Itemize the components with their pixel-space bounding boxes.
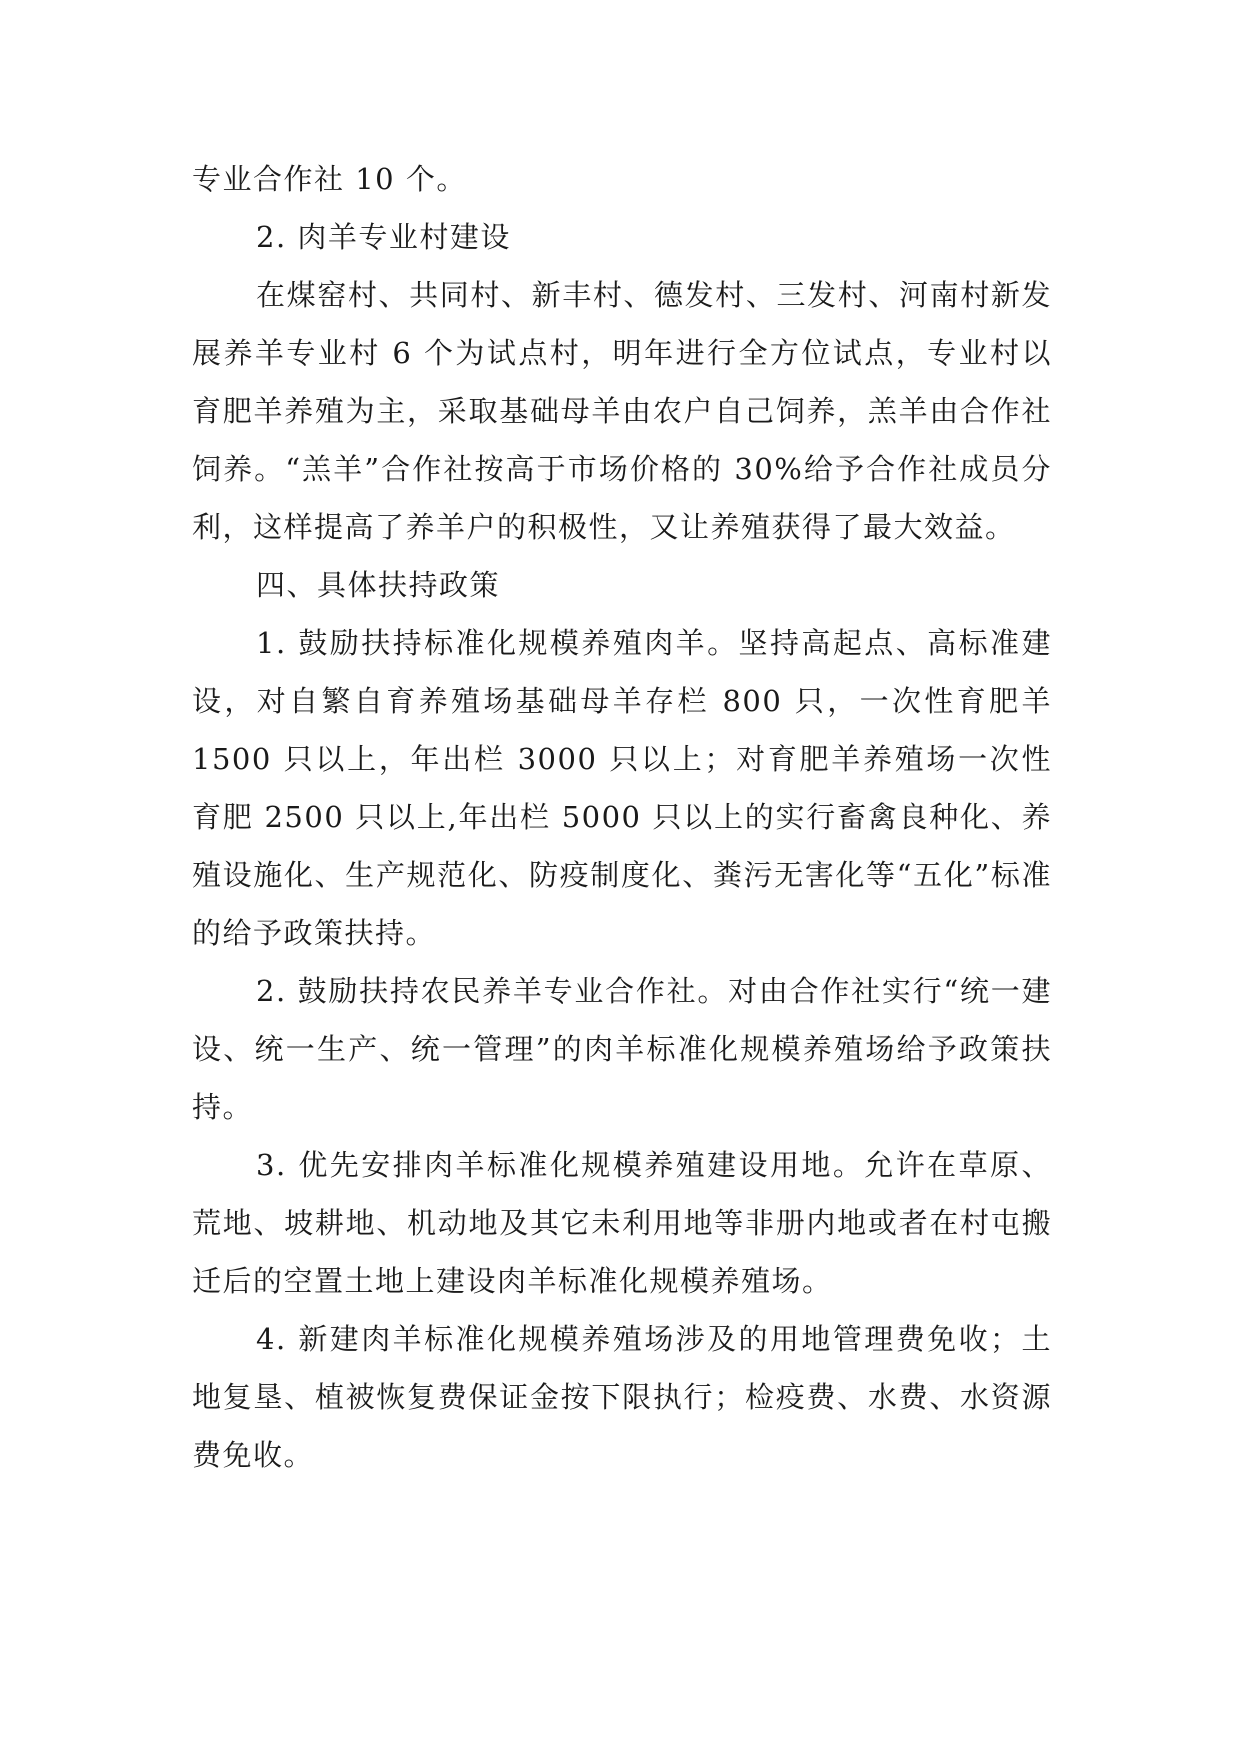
policy-item-3: 3. 优先安排肉羊标准化规模养殖建设用地。允许在草原、荒地、坡耕地、机动地及其它未利用地等非册内地或者在村屯搬迁后的空置土地上建设肉羊标准化规模养殖场。 xyxy=(192,1148,1052,1298)
policy-item-2: 2. 鼓励扶持农民养羊专业合作社。对由合作社实行“统一建设、统一生产、统一管理”的肉羊标准化规模养殖场给予政策扶持。 xyxy=(192,974,1052,1124)
document-body xyxy=(192,150,1052,1484)
paragraph-pilot-villages: 在煤窑村、共同村、新丰村、德发村、三发村、河南村新发展养羊专业村 6 个为试点村，明年进行全方位试点，专业村以育肥羊养殖为主，采取基础母羊由农户自己饲养，羔羊由合作社饲养。“羔羊”合作社按高于市场价格的 30%给予合作社成员分利，这样提高了养羊户的积极性，又让养殖获得了最大效益。 xyxy=(192,278,1052,544)
heading-mutton-village: 2. 肉羊专业村建设 xyxy=(256,220,511,254)
heading-support-policies: 四、具体扶持政策 xyxy=(256,568,501,602)
policy-item-4: 4. 新建肉羊标准化规模养殖场涉及的用地管理费免收；土地复垦、植被恢复费保证金按下限执行；检疫费、水费、水资源费免收。 xyxy=(192,1322,1052,1472)
paragraph-cooperative-count: 专业合作社 10 个。 xyxy=(192,162,467,196)
policy-item-1: 1. 鼓励扶持标准化规模养殖肉羊。坚持高起点、高标准建设，对自繁自育养殖场基础母羊存栏 800 只，一次性育肥羊 1500 只以上，年出栏 3000 只以上；对育肥羊养殖场一次性育肥 2500 只以上,年出栏 5000 只以上的实行畜禽良种化、养殖设施化、生产规范化、防疫制度化、粪污无害化等“五化”标准的给予政策扶持。 xyxy=(192,626,1052,950)
